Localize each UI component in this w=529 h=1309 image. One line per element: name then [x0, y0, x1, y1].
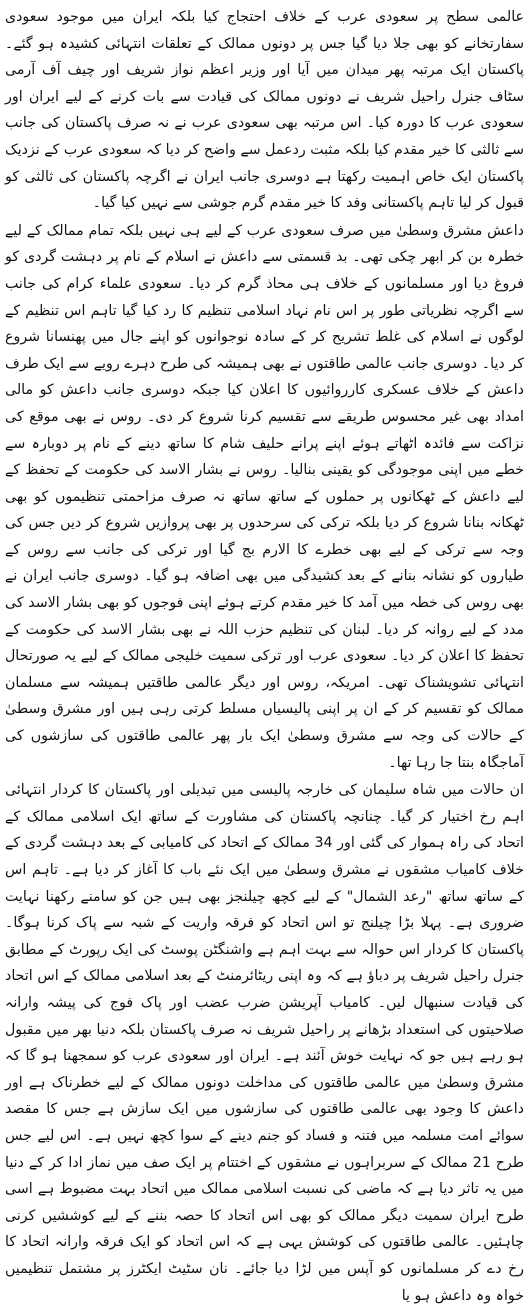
article-paragraph: ان حالات میں شاہ سلیمان کی خارجہ پالیسی میں تبدیلی اور پاکستان کا کردار انتہائی اہم رخ اختیار کر گیا۔ چنانچہ پاکستان کی مشاورت کے ساتھ ایک اسلامی ممالک کے اتحاد کی راہ ہموار کی گئی اور 34 ممالک کے اتحاد کی کامیابی کے بعد دہشت گردی کے خلاف کامیاب مشقوں نے مشرق وسطیٰ میں ایک نئے باب کا آغاز کر دیا ہے۔ تاہم اس کے ساتھ ساتھ "رعد الشمال" کے لیے کچھ چیلنجز بھی ہیں جن کو سامنے رکھنا نہایت ضروری ہے۔ پہلا بڑا چیلنج تو اس اتحاد کو فرقہ واریت کے شبہ سے پاک کرنا ہوگا۔ پاکستان کا کردار اس حوالہ سے بہت اہم ہے واشنگٹن پوسٹ کی ایک رپورٹ کے مطابق جنرل راحیل شریف پر دباؤ ہے کہ وہ اپنی ریٹائرمنٹ کے بعد اسلامی ممالک کے اس اتحاد کی قیادت سنبھال لیں۔ کامیاب آپریشن ضرب عضب اور پاک فوج کی پیشہ وارانہ صلاحیتوں کی استعداد بڑھانے پر راحیل شریف نہ صرف پاکستان بلکہ دنیا بھر میں مقبول ہو رہے ہیں جو کہ نہایت خوش آئند ہے۔ ایران اور سعودی عرب کو سمجھنا ہو گا کہ مشرق وسطیٰ میں عالمی طاقتوں کی مداخلت دونوں ممالک کے لیے خطرناک ہے اور داعش کا وجود بھی عالمی طاقتوں کی سازشوں میں ایک سازش ہے جس کا مقصد سوائے امت مسلمہ میں فتنہ و فساد کو جنم دینے کے سوا کچھ نہیں ہے۔ اس لیے جس طرح 21 ممالک کے سربراہوں نے مشقوں کے اختتام پر ایک صف میں نماز ادا کر کے دنیا میں یہ تاثر دیا ہے کہ ماضی کی نسبت اسلامی ممالک میں اتحاد بہت مضبوط ہے اسی طرح ایران سمیت دیگر ممالک کو بھی اس اتحاد کا حصہ بننے کے لیے کوششیں کرنی چاہئیں۔ عالمی طاقتوں کی کوشش یہی ہے کہ اس اتحاد کو ایک فرقہ وارانہ اتحاد کا رخ دے کر مسلمانوں کو آپس میں لڑا دیا جائے۔ نان سٹیٹ ایکٹرز پر مشتمل تنظیمیں خواہ وہ داعش ہو یا — [5, 782, 525, 1304]
article-paragraph: داعش مشرق وسطیٰ میں صرف سعودی عرب کے لیے ہی نہیں بلکہ تمام ممالک کے لیے خطرہ بن کر ابھر چکی تھی۔ بد قسمتی سے داعش نے اسلام کے نام پر دہشت گردی کو فروغ دیا اور مسلمانوں کے خلاف ہی محاذ گرم کر دیا۔ سعودی علماء کرام کی جانب سے اگرچہ نظریاتی طور پر اس نام نہاد اسلامی تنظیم کا رد کیا گیا تاہم اس تنظیم کے لوگوں نے اسلام کی غلط تشریح کر کے سادہ نوجوانوں کو اپنے جال میں پھنسانا شروع کر دیا۔ دوسری جانب عالمی طاقتوں نے بھی ہمیشہ کی طرح دہرے رویے سے ایک طرف داعش کے خلاف عسکری کارروائیوں کا اعلان کیا جبکہ دوسری جانب داعش کو مالی امداد بھی غیر محسوس طریقے سے تقسیم کرنا شروع کر دی۔ روس نے بھی موقع کی نزاکت سے فائدہ اٹھاتے ہوئے اپنے پرانے حلیف شام کا ساتھ دینے کے نام پر دوبارہ سے خطے میں اپنی موجودگی کو یقینی بنالیا۔ روس نے بشار الاسد کی حکومت کے تحفظ کے لیے داعش کے ٹھکانوں پر حملوں کے ساتھ ساتھ نہ صرف مزاحمتی تنظیموں کو بھی ٹھکانہ بنانا شروع کر دیا بلکہ ترکی کی سرحدوں پر بھی پروازیں شروع کر دیں جس کی وجہ سے ترکی کے لیے بھی خطرے کا الارم بج گیا اور ترکی کی جانب سے روس کے طیاروں کو نشانہ بنانے کے بعد کشیدگی میں بھی اضافہ ہو گیا۔ دوسری جانب ایران نے بھی روس کی خطہ میں آمد کا خیر مقدم کرتے ہوئے اپنی فوجوں کو بھی بشار الاسد کی مدد کے لیے روانہ کر دیا۔ لبنان کی تنظیم حزب اللہ نے بھی بشار الاسد کی حکومت کے تحفظ کا اعلان کر دیا۔ سعودی عرب اور ترکی سمیت خلیجی ممالک کے لیے یہ صورتحال انتہائی تشویشناک تھی۔ امریکہ، روس اور دیگر عالمی طاقتیں ہمیشہ سے مسلمان ممالک کو تقسیم کر کے ان پر اپنی پالیسیاں مسلط کرتی رہی ہیں اور مشرق وسطیٰ کے حالات کی وجہ سے مشرق وسطیٰ ایک بار پھر عالمی طاقتوں کی سازشوں کی آماجگاہ بنتا جا رہا تھا۔ — [5, 222, 524, 771]
article-paragraph: عالمی سطح پر سعودی عرب کے خلاف احتجاج کیا بلکہ ایران میں موجود سعودی سفارتخانے کو بھی جلا دیا گیا جس پر دونوں ممالک کے تعلقات انتہائی کشیدہ ہو گئے۔ پاکستان ایک مرتبہ پھر میدان میں آیا اور وزیر اعظم نواز شریف اور چیف آف آرمی سٹاف جنرل راحیل شریف نے دونوں ممالک کی قیادت سے بات کرنے کے لیے ایران اور سعودی عرب کا دورہ کیا۔ اس مرتبہ بھی سعودی عرب نے نہ صرف پاکستان کی جانب سے ثالثی کا خیر مقدم کیا بلکہ مثبت ردعمل سے واضح کر دیا کہ سعودی عرب کے نزدیک پاکستان ایک خاص اہمیت رکھتا ہے دوسری جانب ایران نے اگرچہ پاکستان کی ثالثی کو قبول کر لیا تاہم پاکستانی وفد کا خیر مقدم گرم جوشی سے نہیں کیا گیا۔ — [5, 9, 524, 212]
